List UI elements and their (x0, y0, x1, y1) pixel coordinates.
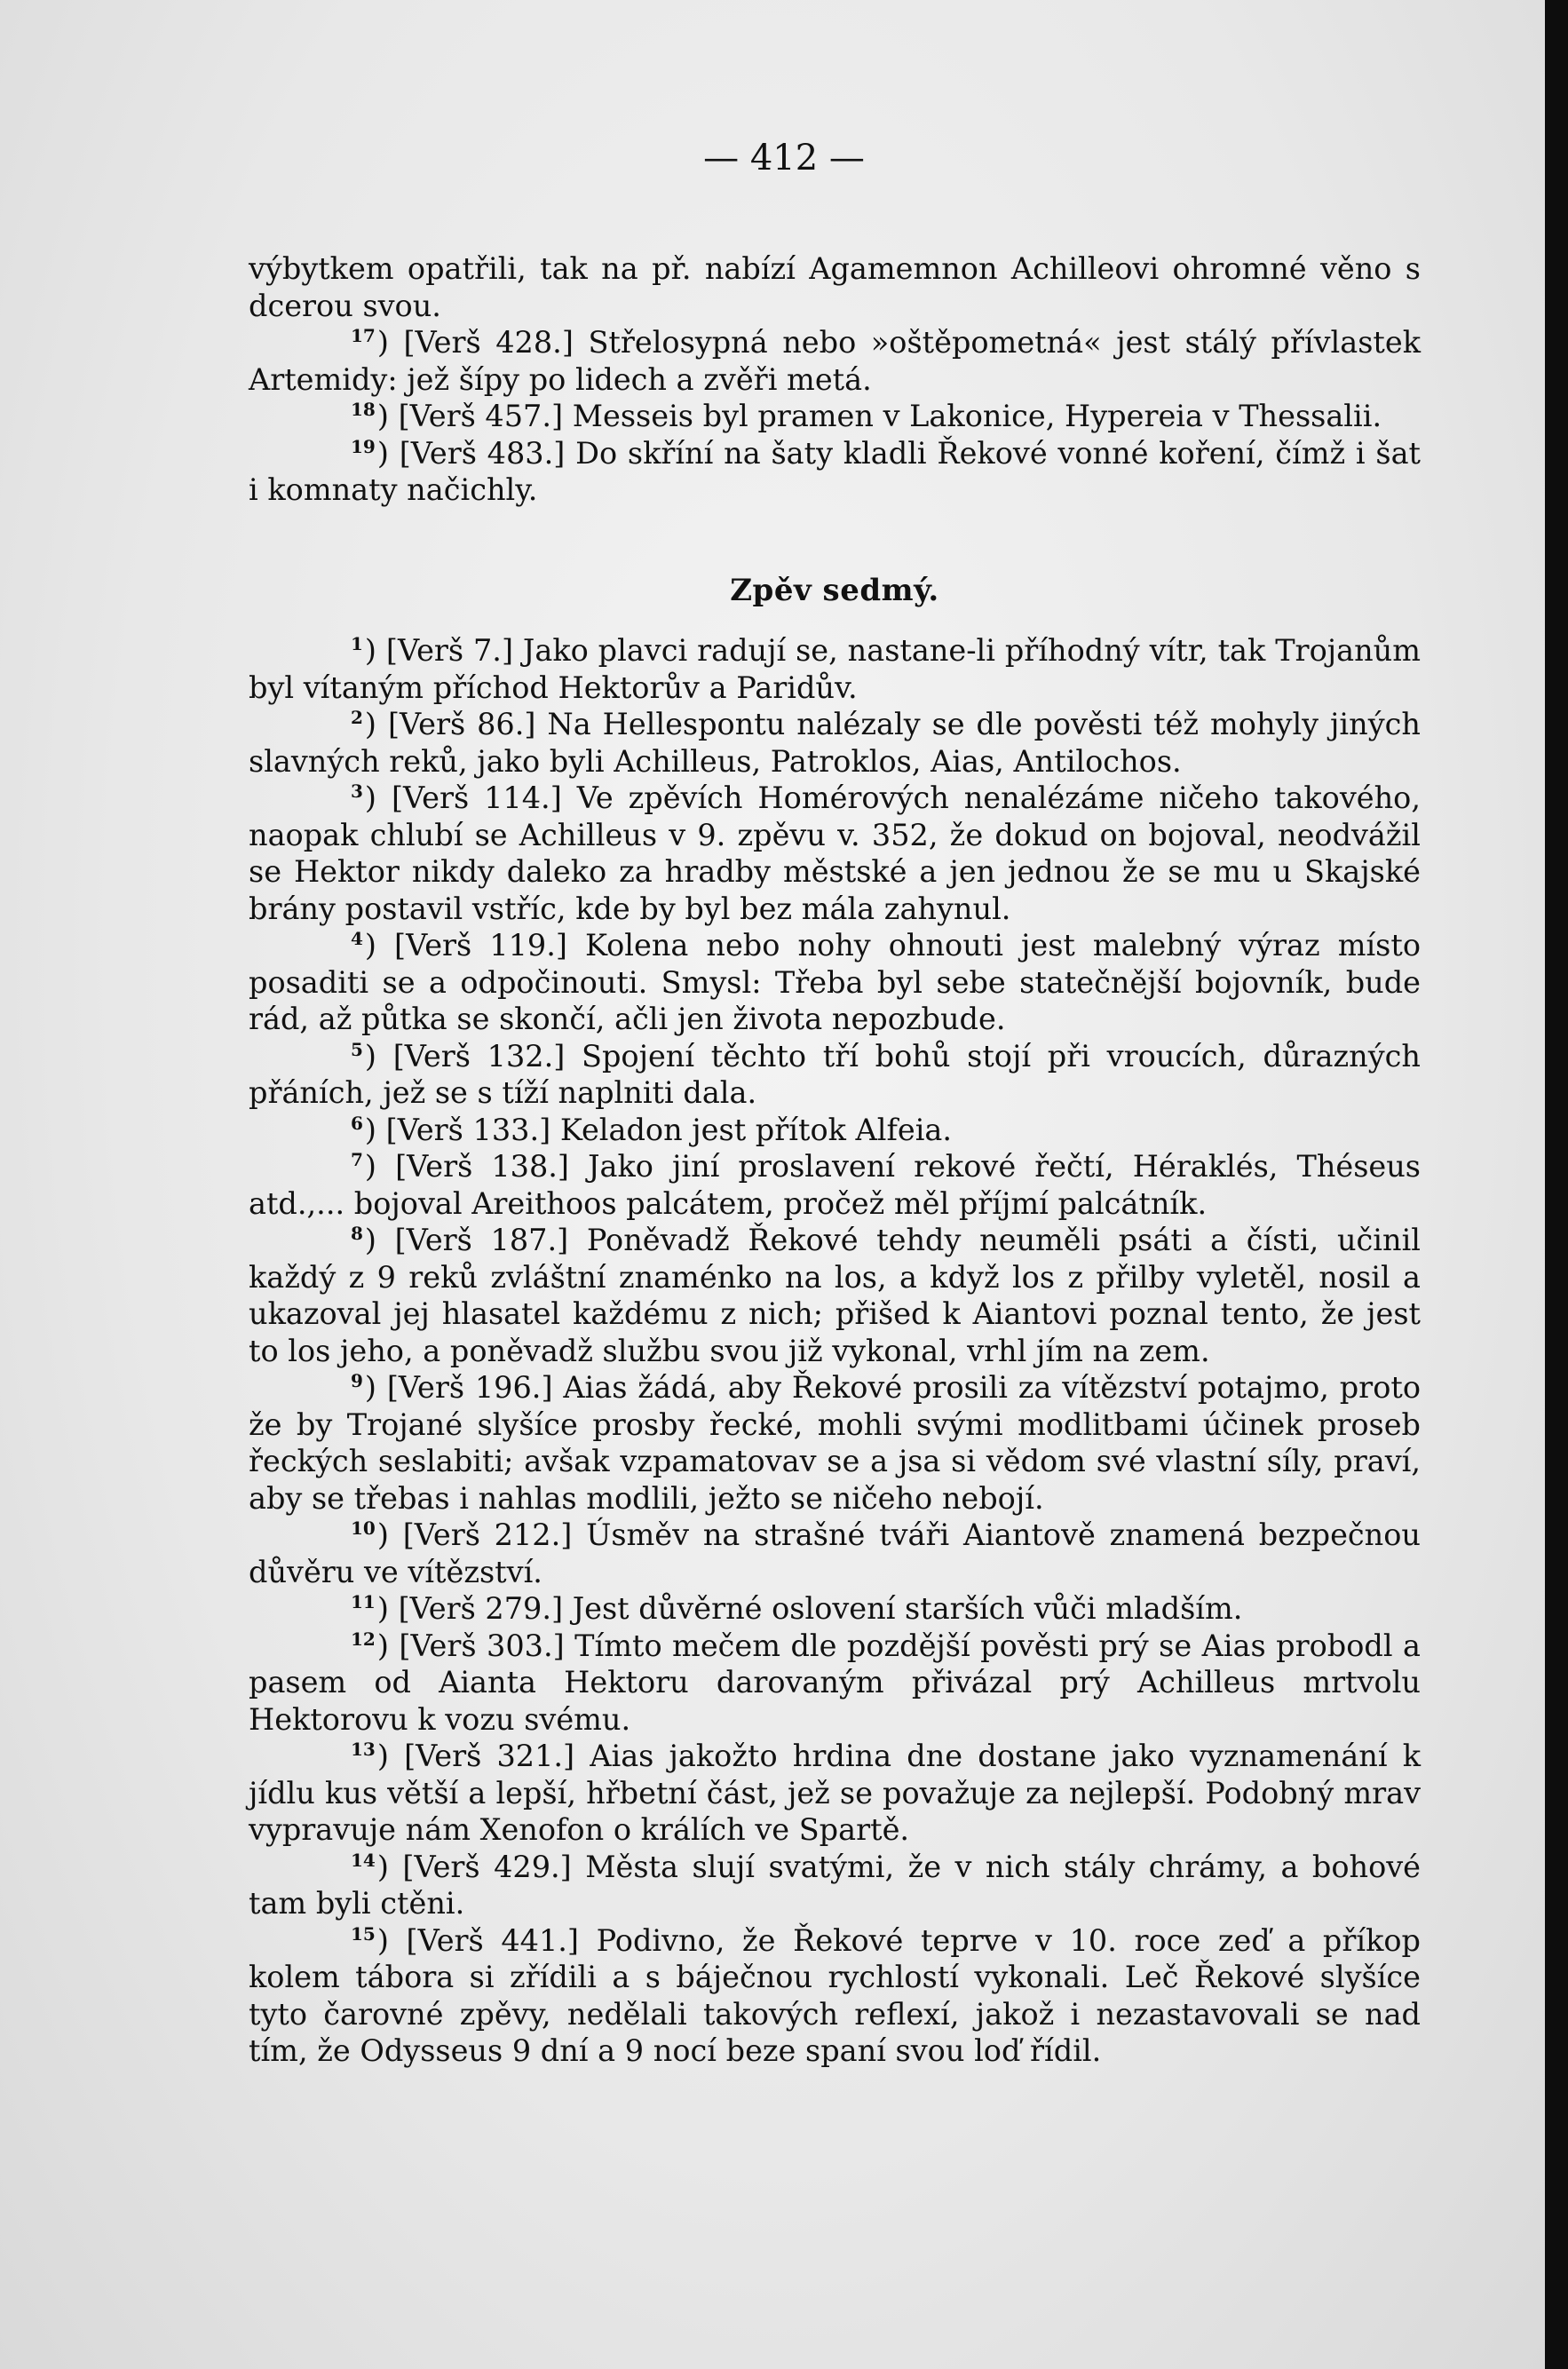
footnote-marker-paren: ) (376, 1922, 407, 1958)
footnote-marker-paren: ) (376, 435, 400, 471)
page-edge-shadow (1545, 0, 1568, 2369)
footnote-number: 3 (351, 780, 363, 802)
footnote-number: 11 (351, 1591, 376, 1612)
footnote-marker-paren: ) (376, 1517, 403, 1552)
footnote-text: [Verš 138.] Jako jiní proslavení rekové řečtí, Héraklés, Théseus atd.,... bojoval Areithoos palcátem, pročež měl příjmí palcátník. (249, 1149, 1421, 1221)
footnote (249, 1112, 1421, 1149)
footnote (249, 1222, 1421, 1369)
footnote-marker-paren: ) (376, 325, 404, 360)
footnote (249, 706, 1421, 780)
footnote-number: 13 (351, 1739, 376, 1760)
footnote-number: 8 (351, 1223, 363, 1244)
footnote (249, 1849, 1421, 1922)
footnote-marker-paren: ) (364, 1038, 393, 1074)
footnote-number: 9 (351, 1370, 363, 1391)
footnote-number: 12 (351, 1628, 376, 1650)
footnote-number: 15 (351, 1922, 376, 1945)
footnote-text: [Verš 132.] Spojení těchto tří bohů stojí při vroucích, důrazných přáních, jež se s tíží naplniti dala. (249, 1038, 1421, 1110)
footnote (249, 1590, 1421, 1628)
footnote (249, 1738, 1421, 1849)
footnote (249, 1517, 1421, 1590)
footnote (249, 398, 1421, 435)
footnote (249, 1148, 1421, 1222)
footnote-text: [Verš 212.] Úsměv na strašné tváři Aiantově znamená bezpečnou důvěru ve vítězství. (249, 1517, 1421, 1589)
footnote-text: [Verš 483.] Do skříní na šaty kladli Řekové vonné koření, čímž i šat i komnaty načichly. (249, 435, 1421, 507)
footnote (249, 1369, 1421, 1517)
footnote-text: [Verš 133.] Keladon jest přítok Alfeia. (385, 1112, 953, 1147)
footnote-text: [Verš 196.] Aias žádá, aby Řekové prosili za vítězství potajmo, proto že by Trojané slyšíce prosby řecké, mohli svými modlitbami účinek proseb řeckých seslabiti; avšak vzpamatovav se a jsa si vědom své vlastní síly, praví, aby se třebas i nahlas modlili, ježto se ničeho nebojí. (249, 1370, 1421, 1516)
footnote-marker-paren: ) (376, 1849, 403, 1884)
page-body (249, 250, 1421, 2070)
footnote-text: [Verš 114.] Ve zpěvích Homérových nenalézáme ničeho takového, naopak chlubí se Achilleus v 9. zpěvu v. 352, že dokud on bojoval, neodvážil se Hektor nikdy daleko za hradby městské a jen jednou že se mu u Skajské brány postavil vstříc, kde by byl bez mála zahynul. (249, 780, 1421, 926)
footnote-text: [Verš 119.] Kolena nebo nohy ohnouti jest malebný výraz místo posaditi se a odpočinouti. Smysl: Třeba byl sebe statečnější bojovník, bude rád, až půtka se skončí, ačli jen života nepozbude. (249, 928, 1421, 1036)
footnote (249, 1922, 1421, 2070)
footnote-marker-paren: ) (364, 1149, 396, 1184)
footnote-text: [Verš 187.] Poněvadž Řekové tehdy neuměli psáti a čísti, učinil každý z 9 reků zvláštní znaménko na los, a když los z přilby vyletěl, nosil a ukazoval jej hlasatel každému z nich; přišed k Aiantovi poznal tento, že jest to los jeho, a poněvadž službu svou již vykonal, vrhl jím na zem. (249, 1223, 1421, 1368)
footnote-number: 7 (351, 1149, 363, 1170)
footnote-number: 6 (351, 1112, 363, 1134)
notes-before-list (249, 324, 1421, 509)
footnote (249, 435, 1421, 509)
footnote-marker-paren: ) (376, 399, 399, 433)
footnote-text: [Verš 7.] Jako plavci radují se, nastane-li příhodný vítr, tak Trojanům byl vítaným příchod Hektorův a Paridův. (249, 633, 1421, 705)
footnote-marker-paren: ) (364, 633, 386, 668)
footnote-number: 19 (351, 435, 376, 457)
footnote-text: [Verš 279.] Jest důvěrné oslovení starších vůči mladším. (398, 1591, 1243, 1626)
footnote-marker-paren: ) (376, 1591, 399, 1626)
footnote (249, 780, 1421, 927)
footnote-number: 18 (351, 399, 376, 420)
footnote-text: [Verš 457.] Messeis byl pramen v Lakonice, Hypereia v Thessalii. (398, 399, 1382, 433)
notes-after-list (249, 632, 1421, 2070)
footnote-marker-paren: ) (376, 1739, 405, 1773)
footnote-number: 10 (351, 1517, 376, 1539)
footnote-number: 4 (351, 928, 363, 949)
footnote-number: 17 (351, 325, 376, 346)
footnote-marker-paren: ) (364, 928, 395, 963)
footnote-marker-paren: ) (364, 1223, 395, 1257)
footnote-text: [Verš 441.] Podivno, že Řekové teprve v 10. roce zeď a příkop kolem tábora si zřídili a s báječnou rychlostí vykonali. Leč Řekové slyšíce tyto čarovné zpěvy, nedělali takových reflexí, jakož i nezastavovali se nad tím, že Odysseus 9 dní a 9 nocí beze spaní svou loď řídil. (249, 1922, 1421, 2068)
footnote-marker-paren: ) (364, 1112, 386, 1147)
intro-continuation: výbytkem opatřili, tak na př. nabízí Agamemnon Achilleovi ohromné věno s dcerou svou. (249, 251, 1421, 323)
footnote-text: [Verš 321.] Aias jakožto hrdina dne dostane jako vyznamenání k jídlu kus větší a lepší, hřbetní část, jež se považuje za nejlepší. Podobný mrav vypravuje nám Xenofon o králích ve Spartě. (249, 1739, 1421, 1847)
footnote (249, 1628, 1421, 1739)
footnote-text: [Verš 428.] Střelosypná nebo »oštěpometná« jest stálý přívlastek Artemidy: jež šípy po lidech a zvěři metá. (249, 325, 1421, 397)
footnote-marker-paren: ) (376, 1628, 400, 1663)
footnote-number: 1 (351, 633, 363, 654)
page-number: — 412 — (703, 138, 865, 178)
section-heading: Zpěv sedmý. (730, 572, 939, 608)
footnote (249, 927, 1421, 1038)
footnote-marker-paren: ) (364, 1370, 387, 1405)
footnote (249, 1038, 1421, 1112)
footnote-marker-paren: ) (364, 707, 388, 741)
footnote-number: 14 (351, 1849, 376, 1871)
footnote-number: 5 (351, 1038, 363, 1060)
footnote-number: 2 (351, 707, 363, 728)
footnote-text: [Verš 429.] Města slují svatými, že v nich stály chrámy, a bohové tam byli ctěni. (249, 1849, 1421, 1921)
footnote-text: [Verš 86.] Na Hellespontu nalézaly se dle pověsti též mohyly jiných slavných reků, jako byli Achilleus, Patroklos, Aias, Antilochos. (249, 707, 1421, 779)
footnote (249, 324, 1421, 398)
footnote-text: [Verš 303.] Tímto mečem dle pozdější pověsti prý se Aias probodl a pasem od Aianta Hektoru darovaným přivázal prý Achilleus mrtvolu Hektorovu k vozu svému. (249, 1628, 1421, 1737)
footnote-marker-paren: ) (364, 780, 392, 815)
footnote (249, 632, 1421, 706)
